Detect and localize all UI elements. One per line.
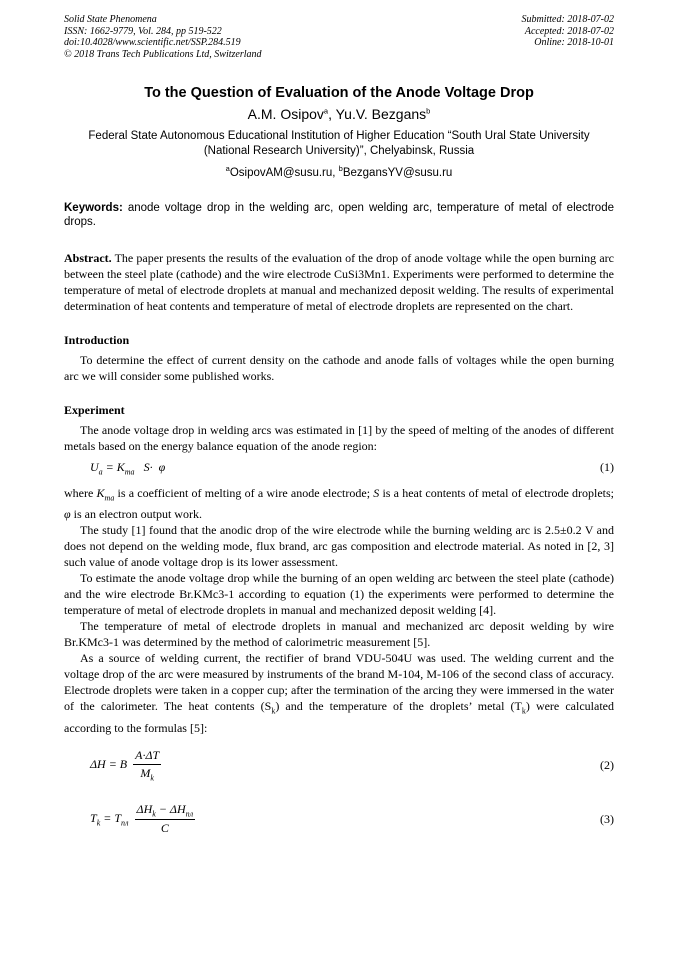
experiment-p5: The temperature of metal of electrode droplets in manual and mechanized arc deposit welding by wire Br.KMc3-1 was determined by the method of calorimetric measurement [5]. — [64, 619, 614, 650]
keywords-text: anode voltage drop in the welding arc, open welding arc, temperature of metal of electrode drops. — [64, 202, 614, 228]
doi-line: doi:10.4028/www.scientific.net/SSP.284.519 — [64, 37, 241, 48]
journal-name: Solid State Phenomena — [64, 14, 157, 25]
experiment-p2: where $K_{ma}$ is a coefficient of melting of a wire anode electrode; S is a heat contents of metal of electrode droplets; φ is an electron output work. — [64, 486, 615, 522]
online-date: Online: 2018-10-01 — [534, 37, 614, 48]
affiliation: Federal State Autonomous Educational Institution of Higher Education “South Ural State University (National Research University)”, Chelyabinsk, Russia — [88, 130, 590, 157]
equation-1-number: (1) — [600, 460, 614, 474]
experiment-p4: To estimate the anode voltage drop while the burning of an open welding arc between the steel plate (cathode) and the wire electrode Br.KMc3-1 according to equation (1) the experiments were performed to determine the temperature of metal of electrode droplets in manual and mechanized deposit welding [4]. — [64, 571, 614, 618]
email-a[interactable]: OsipovAM@susu.ru — [229, 167, 333, 179]
email-separator: , — [332, 167, 339, 179]
equation-3-number: (3) — [600, 811, 614, 826]
header-right — [522, 14, 615, 49]
submitted-date: Submitted: 2018-07-02 — [521, 14, 614, 25]
experiment-p6: As a source of welding current, the rectifier of brand VDU-504U was used. The welding current and the voltage drop of the arc were measured by instruments of the brand M-104, M-106 of the second class of accuracy. Electrode droplets were taken in a copper cup; after the termination of the arcing they were immersed in the water of the calorimeter. The heat contents $(S_k)$ and the temperature of the droplets’ metal $(T_k)$ were calculated according to the formulas [5]: — [64, 651, 614, 735]
author-separator: , — [328, 106, 336, 122]
author-2-sup: b — [426, 106, 431, 116]
emails — [64, 166, 614, 181]
email-b[interactable]: BezgansYV@susu.ru — [342, 167, 453, 179]
introduction-heading: Introduction — [64, 333, 130, 347]
equation-3-body: $T_k = T_{пл}$ $\frac{\Delta H_k - \Delta H_{пл}}{C}$ — [90, 801, 194, 836]
equation-3 — [64, 800, 614, 840]
page — [64, 14, 614, 846]
abstract-text: The paper presents the results of the evaluation of the drop of anode voltage while the open burning arc between the steel plate (cathode) and the wire electrode CuSi3Mn1. Experiments were performed to determine the temperature of metal of electrode droplets at manual and mechanized deposit welding. The results of experimental determination of heat contents and temperature of metal of electrode droplets are represented on the chart. — [64, 251, 614, 313]
experiment-p3: The study [1] found that the anodic drop of the wire electrode while the burning welding arc is 2.5±0.2 V and does not depend on the welding mode, flux brand, arc gas composition and electrode material. As noted in [2, 3] such value of anode voltage drop is its lower assessment. — [64, 523, 614, 570]
equation-1 — [64, 458, 614, 480]
journal-header — [64, 14, 614, 62]
abstract — [64, 250, 614, 314]
issn-line: ISSN: 1662-9779, Vol. 284, pp 519-522 — [64, 25, 222, 37]
email-a-sup: a — [225, 164, 230, 174]
equation-2 — [64, 746, 614, 786]
introduction-text: To determine the effect of current density on the cathode and anode falls of voltages while the open burning arc we will consider some published works. — [64, 353, 614, 383]
author-1-sup: a — [323, 106, 329, 116]
equation-1-body: $U_a = K_{ma}$ S· φ — [90, 460, 166, 477]
accepted-date: Accepted: 2018-07-02 — [524, 25, 614, 37]
paper-title: To the Question of Evaluation of the Anode Voltage Drop — [144, 85, 534, 101]
equation-2-number: (2) — [600, 757, 614, 772]
experiment-p1: The anode voltage drop in welding arcs was estimated in [1] by the speed of melting of the anodes of different metals based on the energy balance equation of the anode region: — [64, 423, 614, 453]
email-b-sup: b — [338, 164, 343, 174]
keywords — [64, 201, 614, 229]
header-left — [64, 14, 262, 60]
author-2: Yu.V. Bezgans — [335, 106, 427, 122]
keywords-label: Keywords: — [64, 202, 123, 214]
author-1: A.M. Osipov — [247, 106, 324, 122]
abstract-label: Abstract. — [64, 251, 112, 265]
authors — [64, 105, 614, 123]
experiment-heading: Experiment — [64, 403, 125, 417]
copyright-line: © 2018 Trans Tech Publications Ltd, Switzerland — [64, 48, 262, 60]
equation-2-body: ΔH = B $\frac{A\cdot\Delta T}{M_k}$ — [90, 747, 160, 783]
